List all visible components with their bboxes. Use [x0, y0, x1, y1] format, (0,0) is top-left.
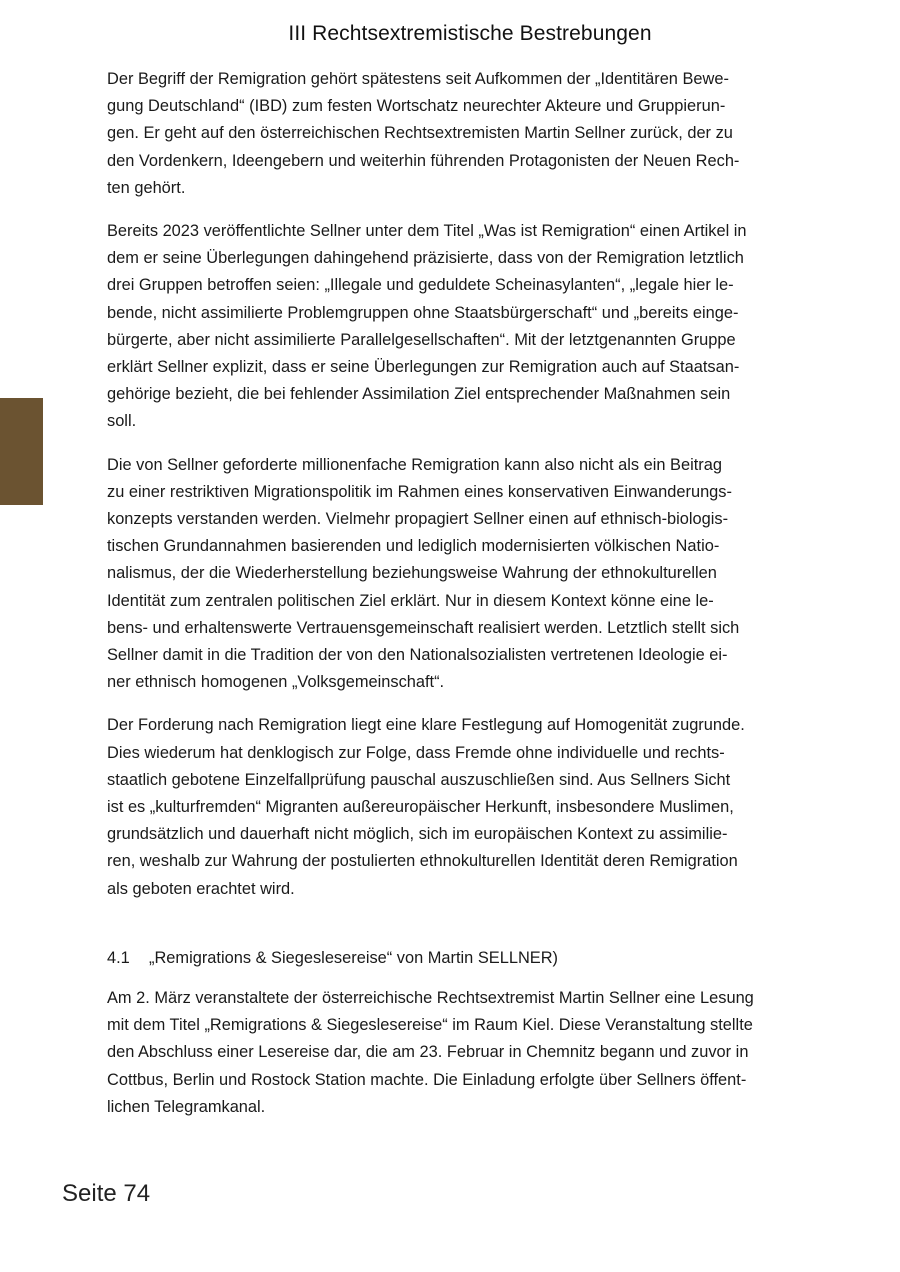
text-line: bende, nicht assimilierte Problemgruppen ohne Staatsbürgerschaft“ und „bereits einge- — [107, 303, 739, 322]
text-line: Der Forderung nach Remigration liegt eine klare Festlegung auf Homogenität zugrunde. — [107, 716, 745, 735]
text-line: gen. Er geht auf den österreichischen Rechtsextremisten Martin Sellner zurück, der zu — [107, 124, 733, 143]
text-line: gehörige bezieht, die bei fehlender Assimilation Ziel entsprechender Maßnahmen sein — [107, 385, 731, 404]
text-line: Sellner damit in die Tradition der von den Nationalsozialisten vertretenen Ideologie ei- — [107, 646, 728, 665]
text-line: grundsätzlich und dauerhaft nicht möglich, sich im europäischen Kontext zu assimilie- — [107, 825, 728, 844]
text-line: mit dem Titel „Remigrations & Siegeslesereise“ im Raum Kiel. Diese Veranstaltung stellte — [107, 1016, 753, 1035]
text-line: Am 2. März veranstaltete der österreichische Rechtsextremist Martin Sellner eine Lesung — [107, 989, 754, 1007]
paragraph-4 — [107, 712, 837, 902]
text-line: staatlich gebotene Einzelfallprüfung pauschal auszuschließen sind. Aus Sellners Sicht — [107, 770, 731, 789]
text-line: bens- und erhaltenswerte Vertrauensgemeinschaft realisiert werden. Letztlich stellt sich — [107, 618, 740, 637]
text-line: ist es „kulturfremden“ Migranten außereuropäischer Herkunft, insbesondere Muslimen, — [107, 798, 734, 817]
chapter-title: III Rechtsextremistische Bestrebungen — [288, 22, 652, 45]
text-line: lichen Telegramkanal. — [107, 1097, 266, 1116]
body-text — [107, 66, 837, 919]
text-line: zu einer restriktiven Migrationspolitik im Rahmen eines konservativen Einwanderungs- — [107, 482, 732, 501]
section-body — [107, 985, 837, 1137]
text-line: erklärt Sellner explizit, dass er seine Überlegungen zur Remigration auch auf Staatsan- — [107, 358, 740, 377]
text-line: als geboten erachtet wird. — [107, 879, 295, 898]
text-line: drei Gruppen betroffen seien: „Illegale und geduldete Scheinasylanten“, „legale hier le- — [107, 276, 734, 295]
text-line: gung Deutschland“ (IBD) zum festen Wortschatz neurechter Akteure und Gruppierun- — [107, 97, 726, 116]
text-line: dem er seine Überlegungen dahingehend präzisierte, dass von der Remigration letztlich — [107, 249, 744, 268]
text-line: den Vordenkern, Ideengebern und weiterhin führenden Protagonisten der Neuen Rech- — [107, 151, 740, 170]
text-line: nalismus, der die Wiederherstellung beziehungsweise Wahrung der ethnokulturellen — [107, 564, 717, 583]
text-line: tischen Grundannahmen basierenden und lediglich modernisierten völkischen Natio- — [107, 537, 720, 556]
paragraph-2 — [107, 218, 837, 436]
text-line: ren, weshalb zur Wahrung der postulierten ethnokulturellen Identität deren Remigration — [107, 852, 738, 871]
text-line: bürgerte, aber nicht assimilierte Parallelgesellschaften“. Mit der letztgenannten Gruppe — [107, 330, 736, 349]
paragraph-5 — [107, 985, 837, 1121]
text-line: Dies wiederum hat denklogisch zur Folge, dass Fremde ohne individuelle und rechts- — [107, 743, 725, 762]
text-line: konzepts verstanden werden. Vielmehr propagiert Sellner einen auf ethnisch-biologis- — [107, 510, 729, 529]
paragraph-3 — [107, 452, 837, 697]
text-line: soll. — [107, 412, 137, 431]
section-number: 4.1 — [107, 949, 130, 967]
text-line: Die von Sellner geforderte millionenfache Remigration kann also nicht als ein Beitrag — [107, 455, 722, 474]
text-line: Cottbus, Berlin und Rostock Station machte. Die Einladung erfolgte über Sellners öffent- — [107, 1070, 747, 1089]
text-line: ner ethnisch homogenen „Volksgemeinschaft“. — [107, 673, 445, 692]
page-number: Seite 74 — [62, 1180, 151, 1207]
chapter-tab-marker — [0, 398, 43, 505]
section-title: „Remigrations & Siegeslesereise“ von Martin SELLNER) — [149, 949, 559, 967]
text-line: ten gehört. — [107, 178, 186, 197]
text-line: Bereits 2023 veröffentlichte Sellner unter dem Titel „Was ist Remigration“ einen Artikel in — [107, 222, 747, 241]
text-line: Identität zum zentralen politischen Ziel erklärt. Nur in diesem Kontext könne eine le- — [107, 591, 714, 610]
paragraph-1 — [107, 66, 837, 202]
text-line: den Abschluss einer Lesereise dar, die am 23. Februar in Chemnitz begann und zuvor in — [107, 1043, 749, 1062]
section-heading — [107, 945, 837, 972]
text-line: Der Begriff der Remigration gehört spätestens seit Aufkommen der „Identitären Bewe- — [107, 70, 729, 88]
